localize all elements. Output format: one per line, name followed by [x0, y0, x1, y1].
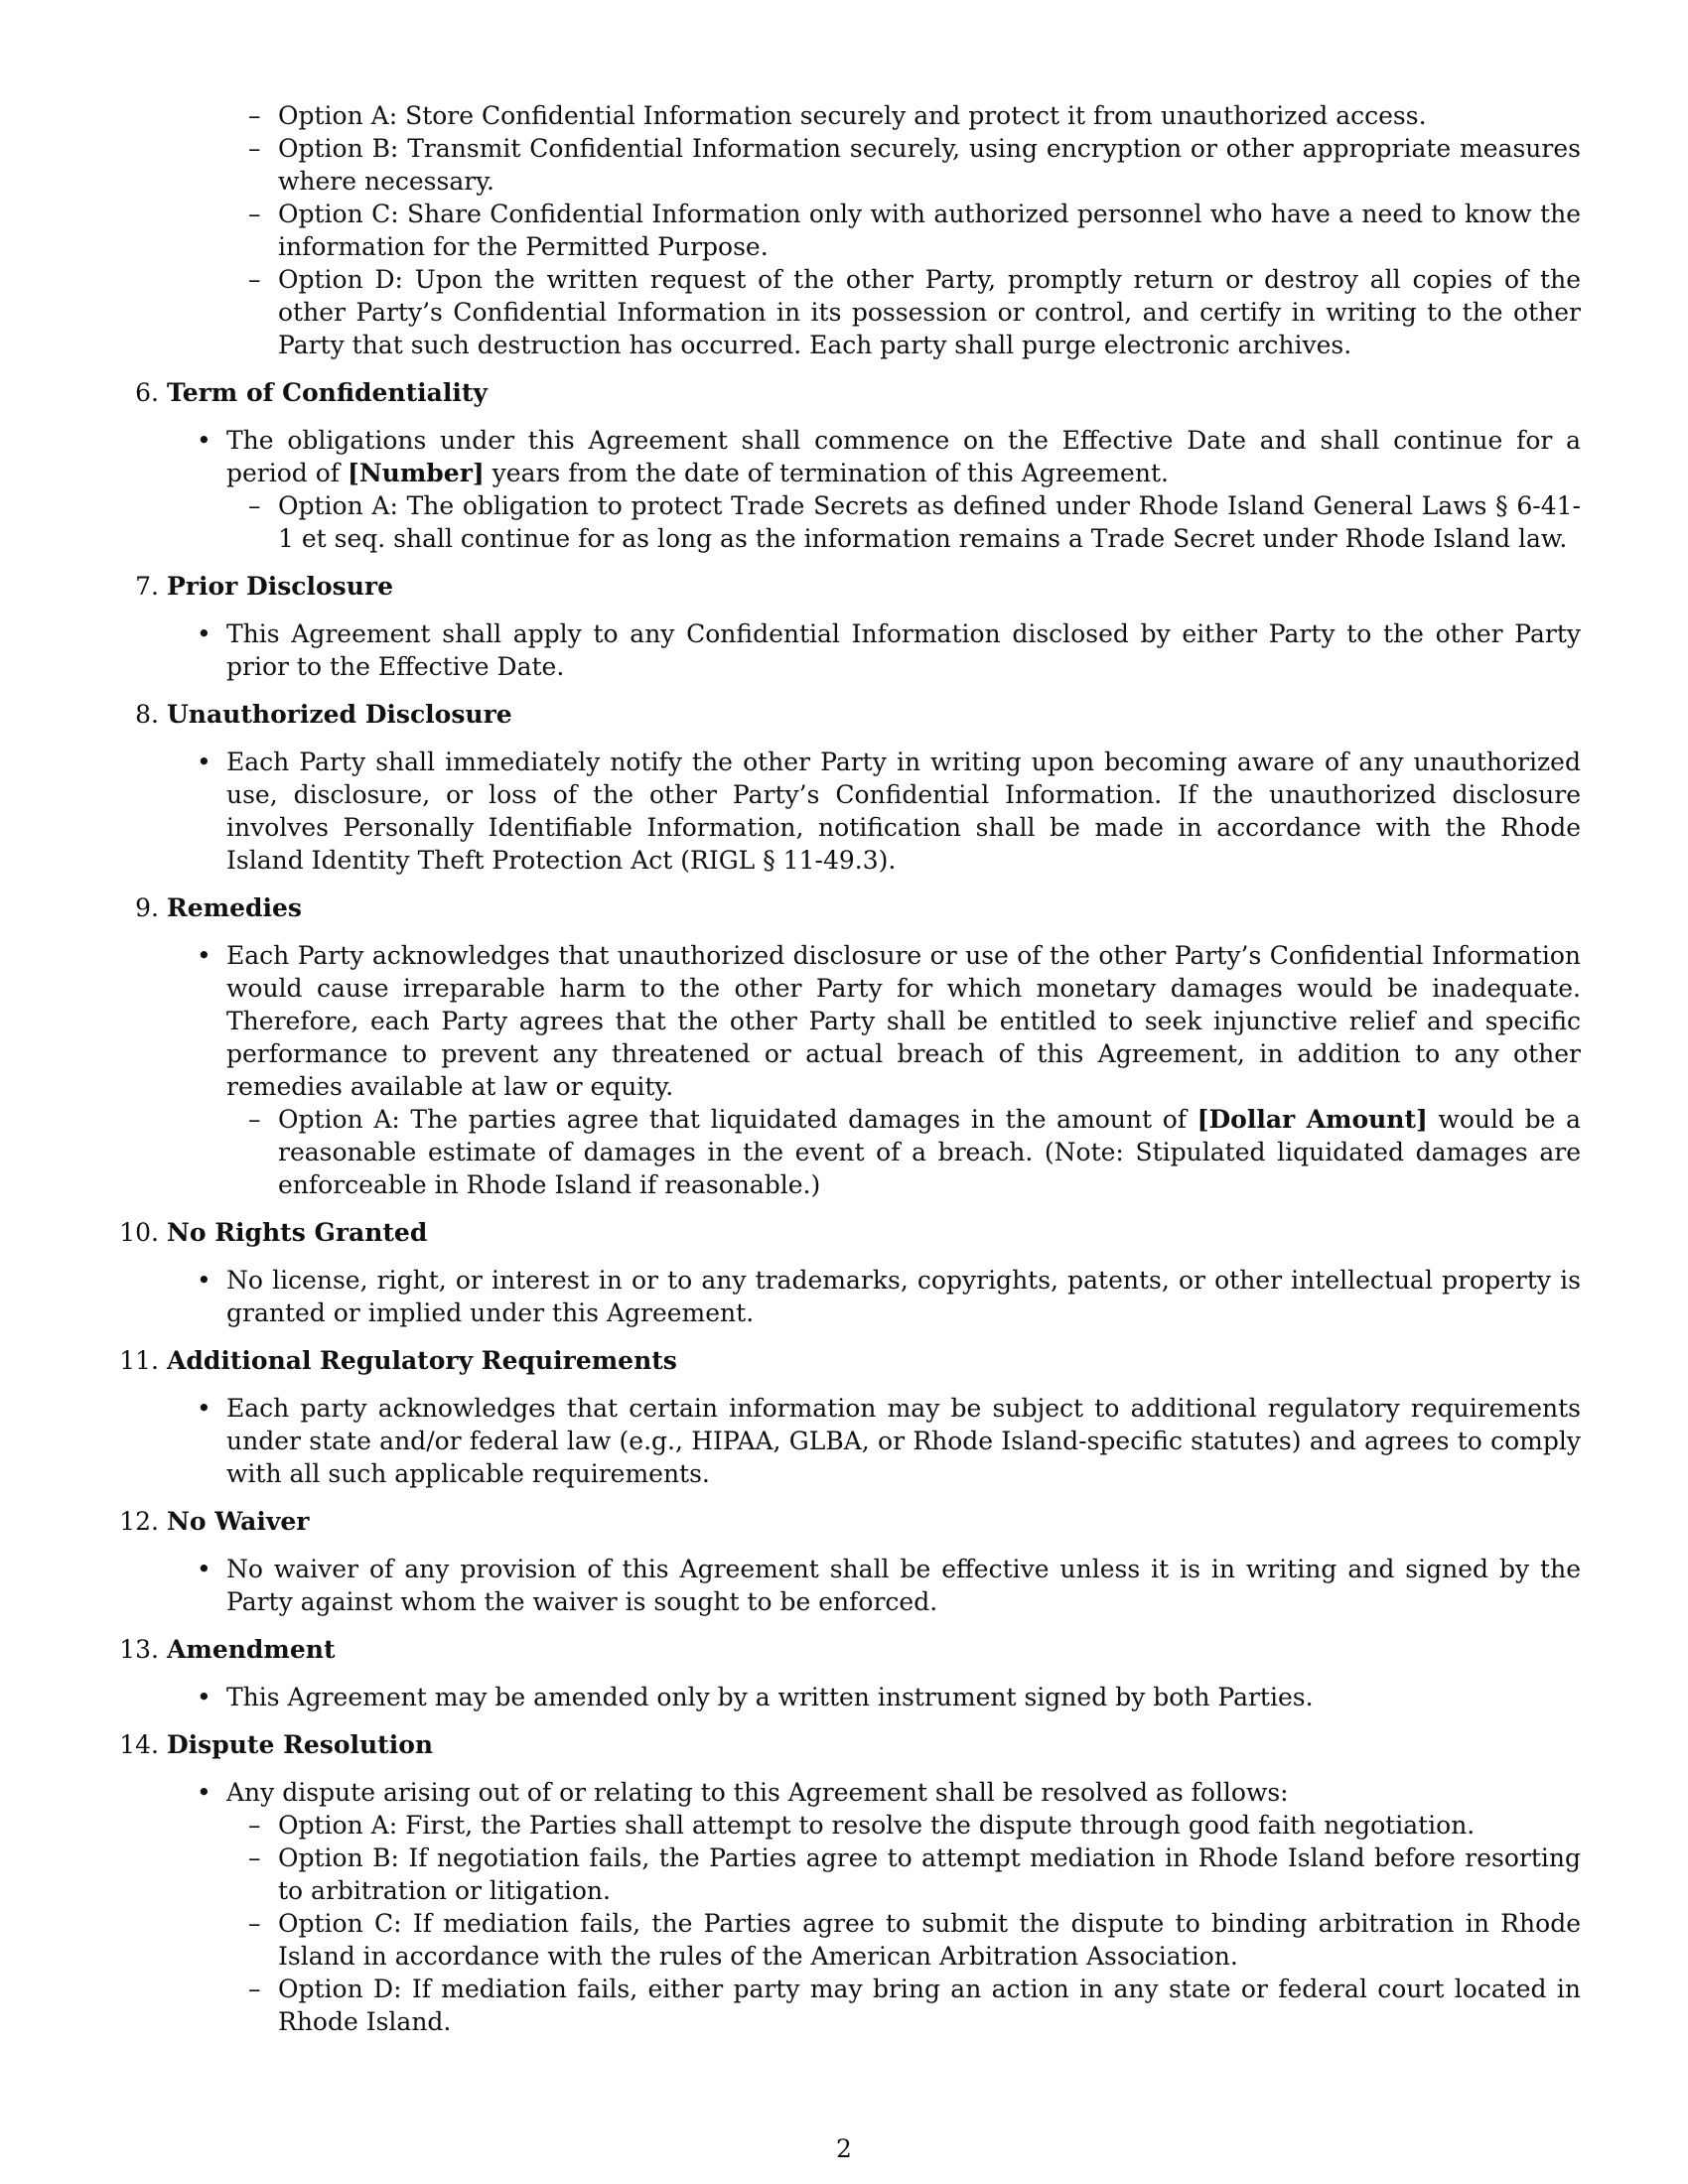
document-body [119, 99, 1582, 2038]
list-item: • Each party acknowledges that certain information may be subject to additional regulatory requirements under state and/or federal law (e.g., HIPAA, GLBA, or Rhode Island-specific statutes) and agrees to comply with all such applicable requirements. [197, 1394, 1581, 1488]
list-item: – Option C: If mediation fails, the Parties agree to submit the dispute to binding arbitration in Rhode Island in accordance with the rules of the American Arbitration Association. [248, 1909, 1581, 1971]
list-item: • Each Party shall immediately notify the other Party in writing upon becoming aware of any unauthorized use, disclosure, or loss of the other Party’s Confidential Information. If the unauthorized disclosure involves Personally Identifiable Information, notification shall be made in accordance with the Rhode Island Identity Theft Protection Act (RIGL § 11-49.3). [197, 748, 1581, 875]
bullet-marker: • [197, 1778, 211, 1807]
section-heading-prior-disclosure: 7. Prior Disclosure [135, 572, 393, 601]
bullet-marker: • [197, 1394, 211, 1423]
list-item: • No license, right, or interest in or to any trademarks, copyrights, patents, or other intellectual property is granted or implied under this Agreement. [197, 1266, 1581, 1327]
dash-marker: – [248, 200, 261, 228]
list-item: – Option A: Store Confidential Information securely and protect it from unauthorized access. [248, 101, 1427, 130]
list-item: • No waiver of any provision of this Agreement shall be effective unless it is in writing and signed by the Party against whom the waiver is sought to be enforced. [197, 1555, 1581, 1616]
list-item: – Option A: First, the Parties shall attempt to resolve the dispute through good faith negotiation. [248, 1811, 1476, 1840]
bullet-marker: • [197, 619, 211, 648]
dash-marker: – [248, 134, 261, 163]
list-item: – Option D: Upon the written request of the other Party, promptly return or destroy all copies of the other Party’s Confidential Information in its possession or control, and certify in writing to the other Party that such destruction has occurred. Each party shall purge electronic archives. [248, 265, 1581, 359]
section-heading-no-rights-granted: 10. No Rights Granted [119, 1218, 428, 1247]
section-heading-no-waiver: 12. No Waiver [119, 1507, 310, 1536]
list-item: – Option B: Transmit Confidential Information securely, using encryption or other appropriate measures where necessary. [248, 134, 1581, 196]
section-heading-term-of-confidentiality: 6. Term of Confidentiality [135, 378, 488, 407]
page-number: 2 [836, 2134, 852, 2163]
bullet-marker: • [197, 1555, 211, 1583]
list-item: • This Agreement may be amended only by a written instrument signed by both Parties. [197, 1683, 1314, 1711]
dash-marker: – [248, 1811, 261, 1840]
dash-marker: – [248, 1105, 261, 1134]
list-item: – Option A: The obligation to protect Trade Secrets as defined under Rhode Island General Laws § 6-41-1 et seq. shall continue for as long as the information remains a Trade Secret under Rhode Island law. [248, 491, 1581, 553]
section-heading-unauthorized-disclosure: 8. Unauthorized Disclosure [135, 700, 512, 729]
dash-marker: – [248, 491, 261, 520]
bullet-marker: • [197, 1683, 211, 1711]
list-item: – Option C: Share Confidential Information only with authorized personnel who have a need to know the information for the Permitted Purpose. [248, 200, 1581, 261]
list-item: – Option D: If mediation fails, either party may bring an action in any state or federal court located in Rhode Island. [248, 1975, 1581, 2036]
bullet-marker: • [197, 941, 211, 970]
dash-marker: – [248, 1975, 261, 2003]
dash-marker: – [248, 1843, 261, 1872]
list-item: • The obligations under this Agreement shall commence on the Effective Date and shall continue for a period of [Number] years from the date of termination of this Agreement. [197, 426, 1581, 487]
section-heading-amendment: 13. Amendment [119, 1635, 336, 1664]
bullet-marker: • [197, 1266, 211, 1295]
list-item: – Option B: If negotiation fails, the Parties agree to attempt mediation in Rhode Island before resorting to arbitration or litigation. [248, 1843, 1581, 1905]
bullet-marker: • [197, 748, 211, 776]
list-item: • Any dispute arising out of or relating to this Agreement shall be resolved as follows: [197, 1778, 1289, 1807]
section-heading-additional-regulatory-requirements: 11. Additional Regulatory Requirements [119, 1346, 677, 1375]
dash-marker: – [248, 265, 261, 294]
dash-marker: – [248, 101, 261, 130]
list-item: • This Agreement shall apply to any Confidential Information disclosed by either Party to the other Party prior to the Effective Date. [197, 619, 1581, 681]
section-heading-dispute-resolution: 14. Dispute Resolution [119, 1730, 434, 1759]
dash-marker: – [248, 1909, 261, 1938]
section-heading-remedies: 9. Remedies [135, 893, 302, 922]
list-item: • Each Party acknowledges that unauthorized disclosure or use of the other Party’s Confidential Information would cause irreparable harm to the other Party for which monetary damages would be inadequate. Therefore, each Party agrees that the other Party shall be entitled to seek injunctive relief and specific performance to prevent any threatened or actual breach of this Agreement, in addition to any other remedies available at law or equity. [197, 941, 1581, 1101]
list-item: – Option A: The parties agree that liquidated damages in the amount of [Dollar Amount] would be a reasonable estimate of damages in the event of a breach. (Note: Stipulated liquidated damages are enforceable in Rhode Island if reasonable.) [248, 1105, 1582, 1199]
bullet-marker: • [197, 426, 211, 455]
